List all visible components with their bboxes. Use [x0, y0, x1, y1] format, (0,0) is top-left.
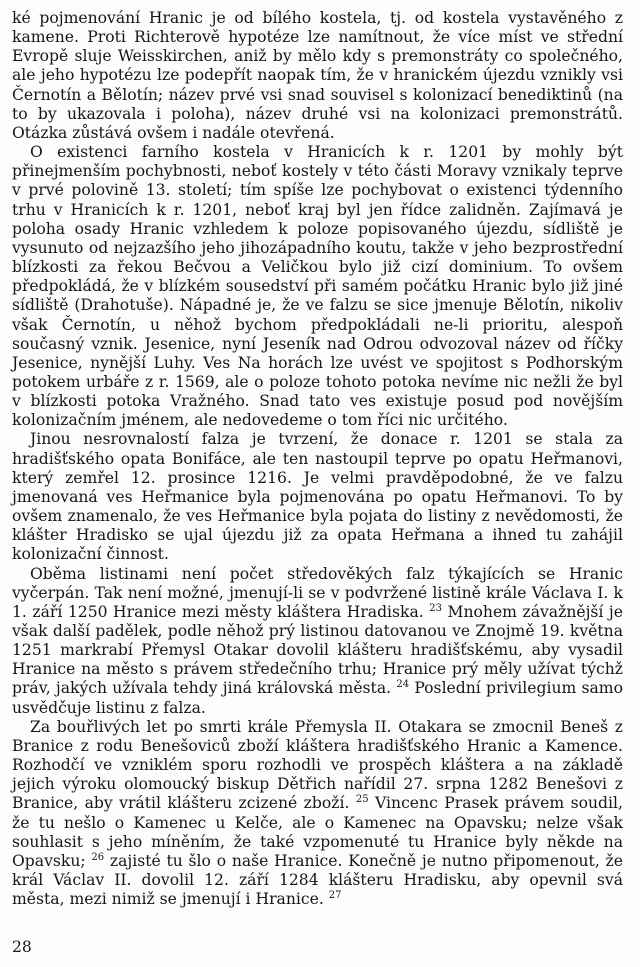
footnote-mark: 23 [429, 602, 442, 614]
paragraph-text: Mnohem závažnější je však další padělek, podle něhož prý listinou datovanou ve Znojmě 19. května 1251 markrabí Přemysl Otakar dovolil klášteru hradišťskému, aby vysadil Hranice na město s právem středečního trhu; Hranice prý měly užívat týchž práv, jakých užívala tehdy jiná královská města. [12, 602, 623, 698]
footnote-mark: 25 [355, 794, 369, 806]
page-number: 28 [12, 938, 32, 956]
footnote-mark: 26 [91, 851, 105, 863]
footnote-mark: 27 [328, 890, 342, 902]
paragraph-text: Vincenc Prasek právem soudil, že tu nešlo o Kamenec u Kelče, ale o Kamenec na Opavsku; nelze však souhlasit s jeho míněním, že také vzpomenuté tu Hranice byly někde na Opavsku; [12, 794, 623, 870]
paragraph-text: ké pojmenování Hranic je od bílého kostela, tj. od kostela vystavěného z kamene. Proti Richterově hypotéze lze namítnout, že více míst ve střední Evropě sluje Weisskirchen, aniž by mělo kdy s premonstráty co společného, ale jeho hypotézu lze podepřít naopak tím, že v hranickém újezdu vznikly vsi Černotín a Bělotín; název prvé vsi snad souvisel s kolonizací benediktinů (na to by ukazovala i poloha), název druhé vsi na kolonizaci premonstrátů. Otázka zůstává ovšem i nadále otevřená. [12, 9, 623, 142]
paragraph [12, 143, 623, 430]
paragraph-text: Za bouřlivých let po smrti krále Přemysla II. Otakara se zmocnil Beneš z Branice z rodu Benešoviců zboží kláštera hradišťského Hranic a Kamence. Rozhodčí ve vzniklém sporu rozhodli ve prospěch kláštera a na základě jejich výroku olomoucký biskup Dětřich nařídil 27. srpna 1282 Benešovi z Branice, aby vrátil klášteru zcizené zboží. [12, 717, 623, 813]
paragraph-text: O existenci farního kostela v Hranicích k r. 1201 by mohly být přinejmenším pochybnosti, neboť kostely v této části Moravy vznikaly teprve v prvé polovině 13. století; tím spíše lze pochybovat o existenci týdenního trhu v Hranicích k r. 1201, neboť kraj byl jen řídce zalidněn. Zajímavá je poloha osady Hranic vzhledem k poloze popisovaného újezdu, sídliště je vysunuto od nejzazšího jeho jihozápadního koutu, takže v jeho bezprostřední blízkosti za řekou Bečvou a Veličkou bylo již cizí dominium. To ovšem předpokládá, že v blízkém sousedství při samém počátku Hranic bylo již jiné sídliště (Drahotuše). Nápadné je, že ve falzu se sice jmenuje Bělotín, nikoliv však Černotín, u něhož bychom předpokládali ne-li prioritu, alespoň současný vznik. Jesenice, nyní Jeseník nad Odrou odvozoval název od říčky Jesenice, nynější Luhy. Ves Na horách lze uvést ve spojitost s Podhorským potokem urbáře z r. 1569, ale o poloze tohoto potoka nevíme nic nežli že byl v blízkosti potoka Vražného. Snad tato ves existuje posud pod novějším kolonizačním jménem, ale nedovedeme o tom říci nic určitého. [12, 143, 623, 430]
body-text [12, 9, 623, 909]
paragraph [12, 430, 623, 564]
paragraph [12, 565, 623, 718]
paragraph [12, 718, 623, 910]
paragraph-text: Poslední privilegium samo usvědčuje listinu z falza. [12, 679, 623, 717]
paragraph-text: Jinou nesrovnalostí falza je tvrzení, že donace r. 1201 se stala za hradišťského opata Bonifáce, ale ten nastoupil teprve po opatu Heřmanovi, který zemřel 12. prosince 1216. Je velmi pravděpodobné, že ve falzu jmenovaná ves Heřmanice byla pojmenována po opatu Heřmanovi. To by ovšem znamenalo, že ves Heřmanice byla pojata do listiny z nevědomosti, že klášter Hradisko se ujal újezdu již za opata Heřmana a ihned tu zahájil kolonizační činnost. [12, 430, 623, 564]
paragraph-text: zajisté tu šlo o naše Hranice. Konečně je nutno připomenout, že král Václav II. dovolil 12. září 1284 klášteru Hradisku, aby opevnil svá města, mezi nimiž se jmenují i Hranice. [12, 851, 623, 909]
paragraph [12, 9, 623, 143]
paragraph-text: Oběma listinami není počet středověkých falz týkajících se Hranic vyčerpán. Tak není možné, jmenují-li se v podvržené listině krále Václava I. k 1. září 1250 Hranice mezi městy kláštera Hradiska. [12, 564, 623, 621]
footnote-mark: 24 [396, 679, 410, 691]
